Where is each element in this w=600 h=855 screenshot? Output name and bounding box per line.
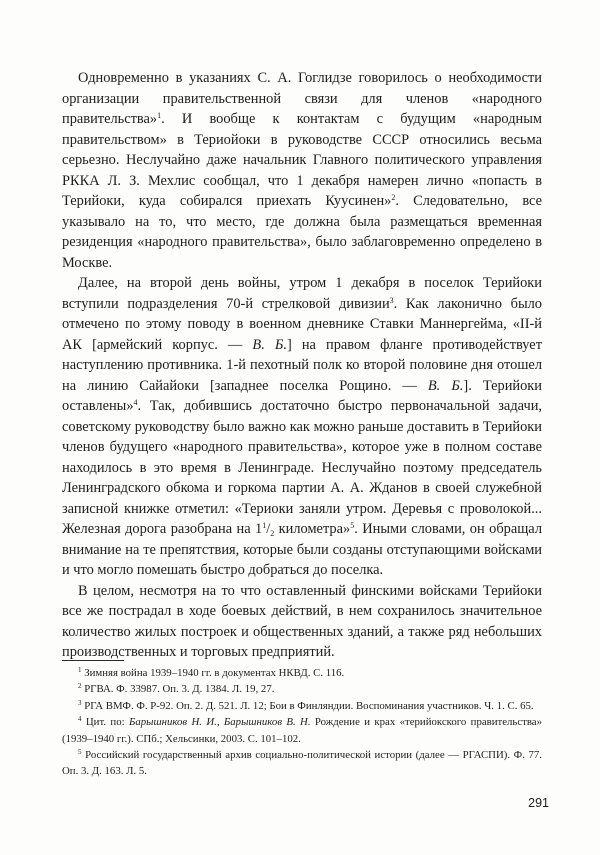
page-number: 291	[528, 796, 549, 810]
paragraph	[62, 581, 542, 663]
footnote	[62, 747, 542, 780]
text-span: . Иными словами, он обращал внимание на те препятствия, которые были созданы отступающими войсками и что могло помешать быстро добраться до поселка.	[62, 521, 542, 578]
text-span: Далее, на второй день войны, утром 1 декабря в поселок Терийоки вступили подразделения 70-й стрелковой дивизии	[62, 275, 542, 312]
fraction-denominator: 2	[270, 529, 275, 538]
text-span: . Как лаконично было отмечено по этому поводу в военном дневнике Ставки Маннергейма, «II-й АК [армейский корпус. —	[62, 295, 542, 353]
text-span: ] на правом фланге противодействует наступлению противника. 1-й пехотный полк ко второй половине дня отошел на линию Сайайоки [западнее поселка Рощино. —	[62, 336, 542, 394]
text-span: . И вообще к контактам с будущим «народным правительством» в Териойоки в руководстве СССР относились весьма серьезно. Неслучайно даже начальник Главного политического управления РККА Л. З. Мехлис сообщал, что 1 декабря намерен лично «попасть в Терийоки, куда собирался приехать Куусинен»	[62, 111, 542, 209]
footnote-number: 2	[78, 682, 82, 691]
paragraph	[62, 273, 542, 581]
footnote-number: 1	[78, 666, 82, 674]
footnote	[62, 714, 542, 747]
footnote-authors: Барышников Н. И., Барышников В. Н.	[128, 716, 311, 729]
text-span: . Следовательно, все указывало на то, что место, где должна была размещаться временная резиденция «народного правительства», было заблаговременно определено в Москве.	[62, 193, 542, 271]
text-span: ]. Терийоки оставлены»	[62, 377, 542, 414]
author-initials: В. Б.	[252, 336, 287, 353]
footnote-ref[interactable]: 3	[389, 295, 394, 305]
footnote-ref[interactable]: 2	[391, 193, 396, 202]
text-span: . Так, добившись достаточно быстро первоначальной задачи, советскому руководству было важно как можно раньше доставить в Терийоки членов будущего «народного правительства», которое уже в полном составе находилось в это время в Ленинграде. Неслучайно поэтому председатель Ленинградского обкома и горкома партии А. А. Жданов в своей служебной записной книжке отметил: «Териоки заняли утром. Деревья с проволокой... Железная дорога разобрана на 1	[62, 398, 542, 537]
text-span: В целом, несмотря на то что оставленный финскими войсками Терийоки все же пострадал в ходе боевых действий, в нем сохранилось значительное количество жилых построек и общественных зданий, а также ряд небольших производственных и торговых предприятий.	[62, 582, 542, 660]
footnote	[62, 681, 542, 697]
footnote-text: РГВА. Ф. 33987. Оп. 3. Д. 1384. Л. 19, 27.	[84, 683, 275, 696]
footnote-text: РГА ВМФ. Ф. Р-92. Оп. 2. Д. 521. Л. 12; Бои в Финляндии. Воспоминания участников. Ч. 1. С. 65.	[84, 699, 534, 712]
main-text	[62, 68, 542, 663]
footnote-ref[interactable]: 5	[350, 521, 355, 530]
footnote-text: Цит. по:	[85, 716, 129, 729]
footnote-text: Зимняя война 1939–1940 гг. в документах НКВД. С. 116.	[84, 667, 345, 679]
footnote-number: 4	[78, 715, 82, 724]
footnote-number: 5	[78, 748, 82, 757]
footnote-ref[interactable]: 4	[133, 398, 138, 407]
footnote-number: 3	[78, 698, 82, 707]
footnote-divider	[62, 660, 124, 661]
text-span: километра»	[274, 521, 351, 537]
footnote-ref[interactable]: 1	[157, 111, 162, 120]
footnote	[62, 698, 542, 714]
footnotes-section	[62, 660, 542, 780]
footnote-text: Российский государственный архив социально-политической истории (далее — РГАСПИ). Ф. 77. Оп. 3. Д. 163. Л. 5.	[62, 749, 542, 778]
footnote	[62, 665, 542, 681]
fraction-slash: /	[266, 521, 271, 537]
footnote-text: Рождение и крах «терийокского правительства» (1939–1940 гг.). СПб.; Хельсинки, 2003. С. 101–102.	[62, 716, 542, 745]
fraction-numerator: 1	[262, 521, 267, 530]
paragraph	[62, 68, 542, 273]
text-span: Одновременно в указаниях С. А. Гоглидзе говорилось о необходимости организации правительственной связи для членов «народного правительства»	[62, 70, 542, 127]
author-initials: В. Б.	[427, 377, 464, 394]
